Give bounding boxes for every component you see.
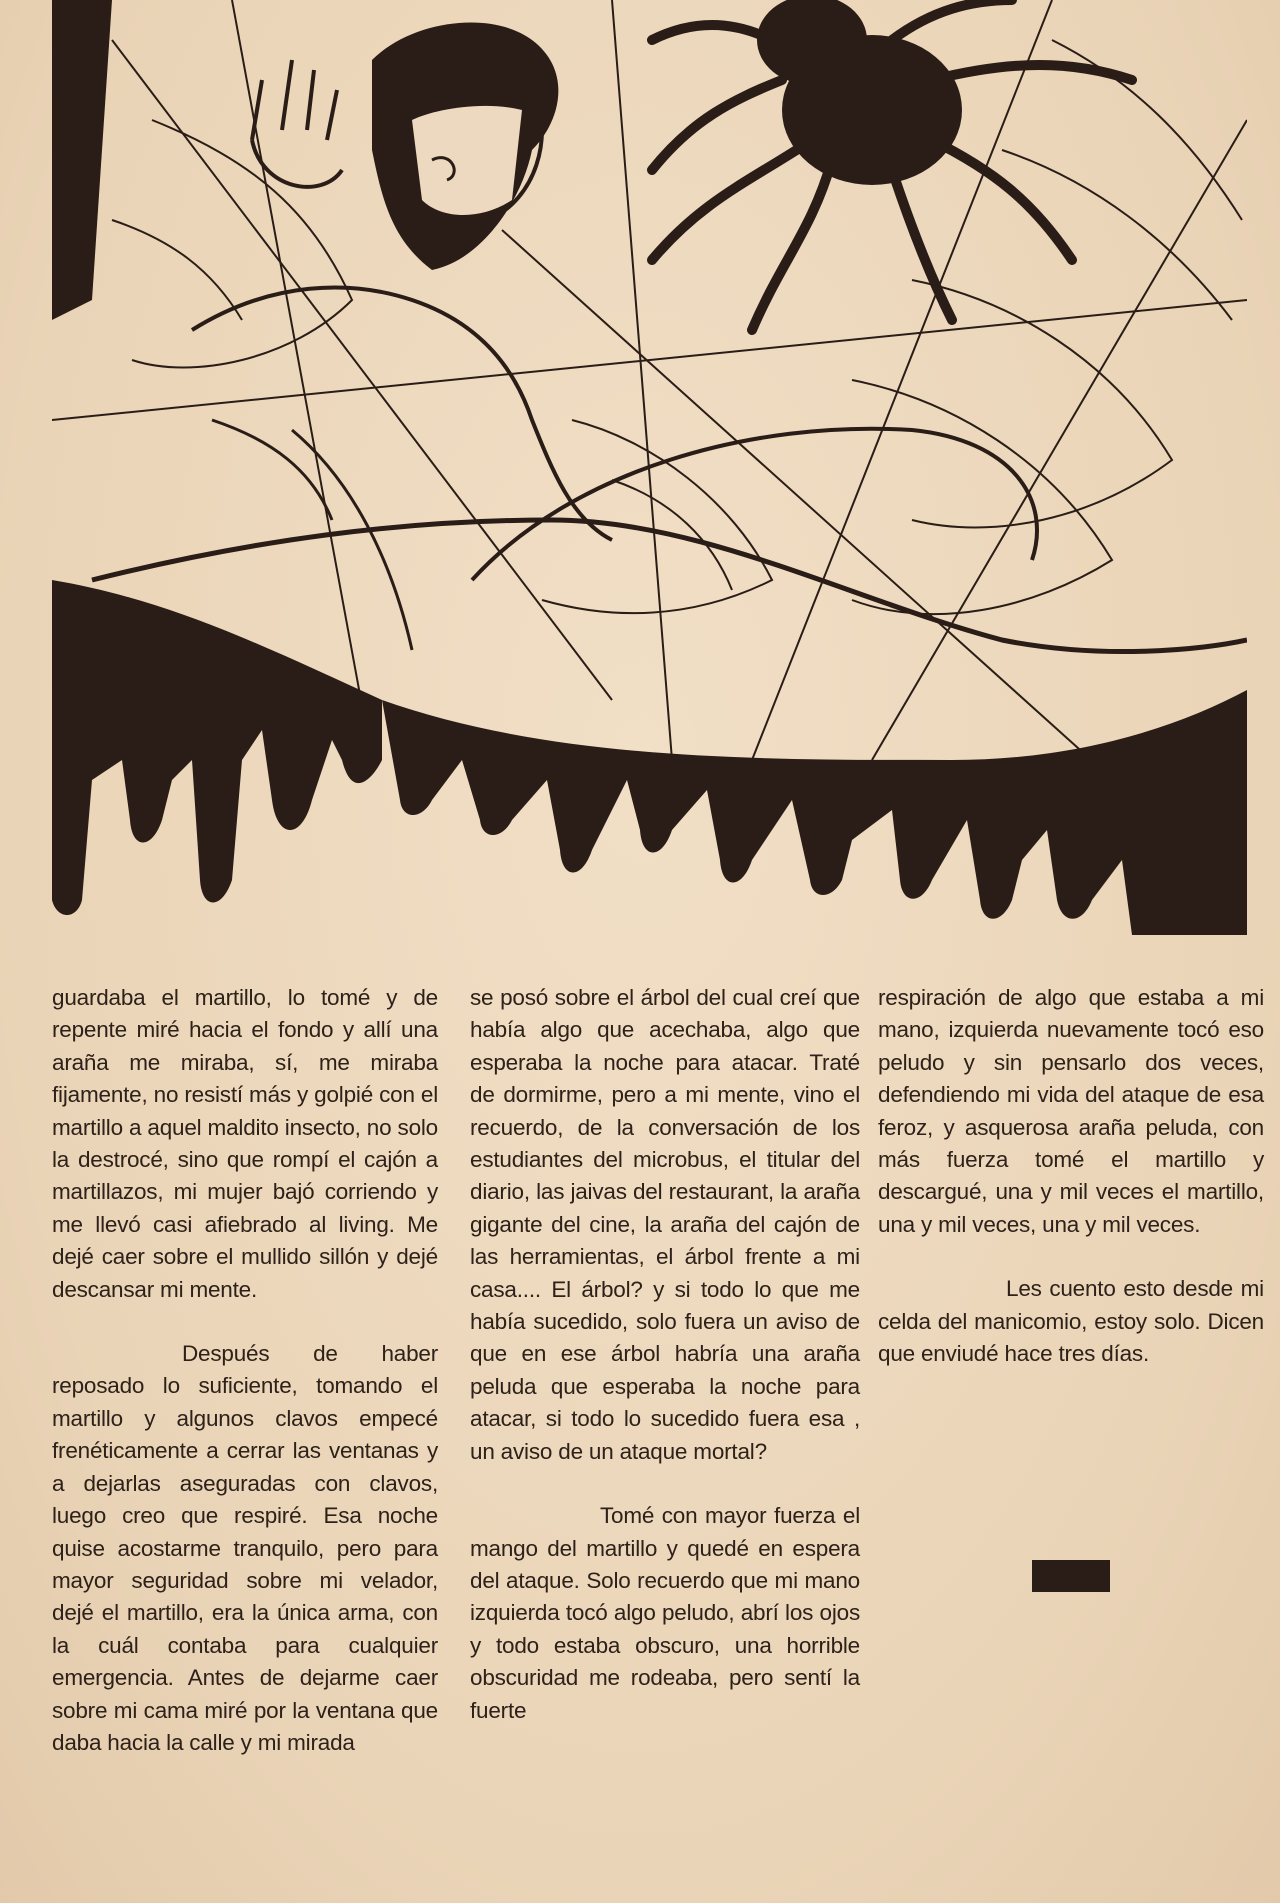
paragraph: Después de haber reposado lo suficiente, tomando el martillo y algunos clavos empecé frenéticamente a cerrar las ventanas y a dejarlas aseguradas con clavos, luego creo que respiré. Esa noche quise acostarme tranquilo, pero para mayor seguridad sobre mi velador, dejé el martillo, era la única arma, con la cuál contaba para cualquier emergencia. Antes de dejarme caer sobre mi cama miré por la ventana que daba hacia la calle y mi mirada [52,1341,438,1755]
paragraph: Les cuento esto desde mi celda del manicomio, estoy solo. Dicen que enviudé hace tres días. [878,1276,1264,1367]
paragraph: guardaba el martillo, lo tomé y de repente miré hacia el fondo y allí una araña me miraba, sí, me miraba fijamente, no resistí más y golpié con el martillo a aquel maldito insecto, no solo la destrocé, sino que rompí el cajón a martillazos, mi mujer bajó corriendo y me llevó casi afiebrado al living. Me dejé caer sobre el mullido sillón y dejé descansar mi mente. [52,985,438,1302]
paragraph: Tomé con mayor fuerza el mango del martillo y quedé en espera del ataque. Solo recuerdo que mi mano izquierda tocó algo peludo, abrí los ojos y todo estaba obscuro, una horrible obscuridad me rodeaba, pero sentí la fuerte [470,1503,860,1723]
giant-spider-illustration [52,0,1247,940]
paragraph: se posó sobre el árbol del cual creí que había algo que acechaba, algo que esperaba la noche para atacar. Traté de dormirme, pero a mi mente, vino el recuerdo, de la conversación de los estudiantes del microbus, el titular del diario, las jaivas del restaurant, la araña gigante del cine, la araña del cajón de las herramientas, el árbol frente a mi casa.... El árbol? y si todo lo que me había sucedido, solo fuera un aviso de que en ese árbol habría una araña peluda que esperaba la noche para atacar, si todo lo sucedido fuera esa , un aviso de un ataque mortal? [470,985,860,1464]
end-of-story-mark [1032,1560,1110,1592]
text-column-3 [878,982,1264,1370]
text-column-2 [470,982,860,1727]
illustration [52,0,1247,940]
paragraph: respiración de algo que estaba a mi mano, izquierda nuevamente tocó eso peludo y sin pensarlo dos veces, defendiendo mi vida del ataque de esa feroz, y asquerosa araña peluda, con más fuerza tomé el martillo y descargué, una y mil veces el martillo, una y mil veces, una y mil veces. [878,985,1264,1237]
text-column-1 [52,982,438,1759]
